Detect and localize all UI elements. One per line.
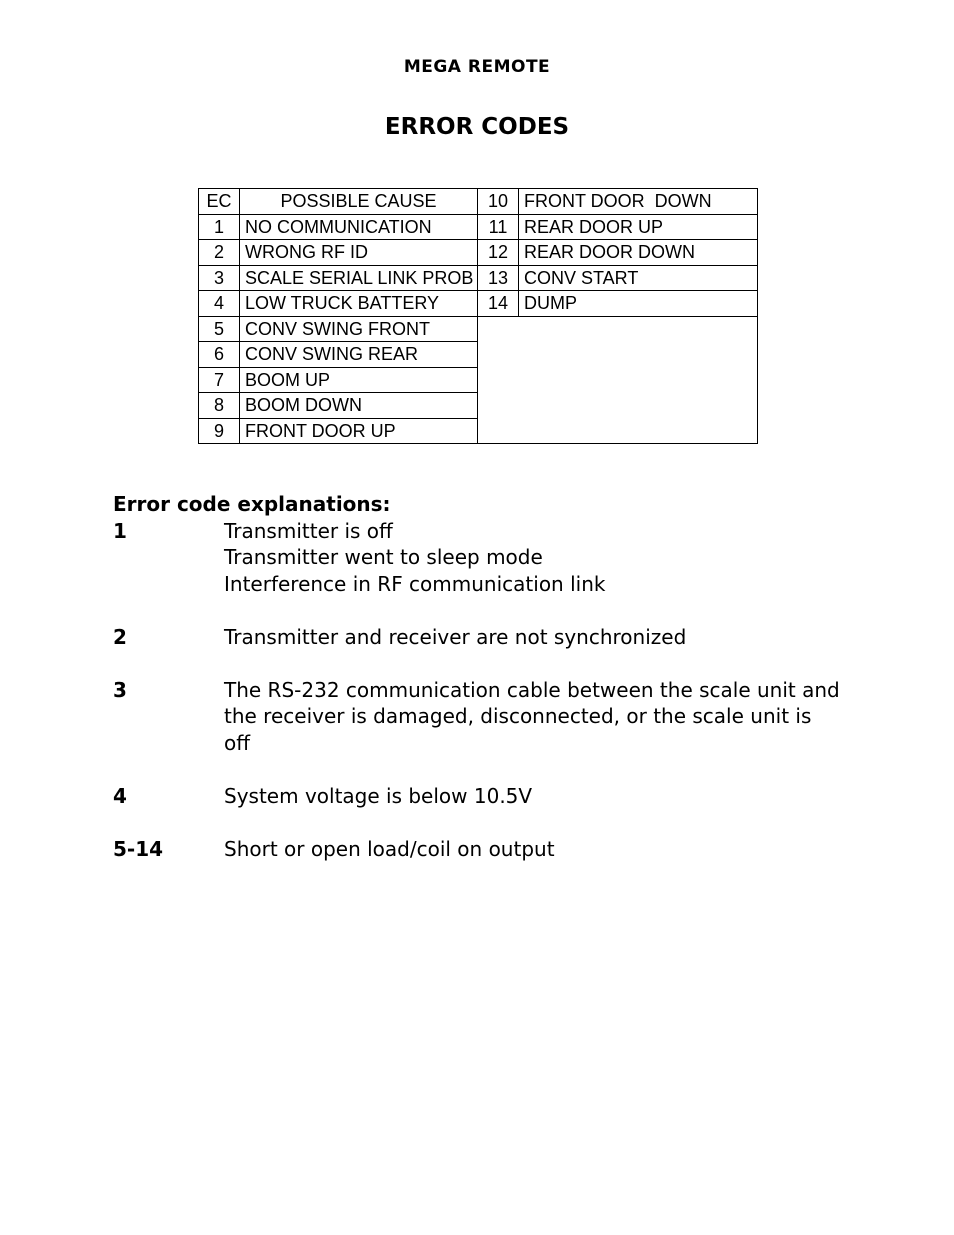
table-cell-cause: FRONT DOOR UP: [240, 418, 478, 444]
table-cell-code: 2: [199, 240, 240, 266]
explanation-text: [224, 677, 913, 757]
document-header: MEGA REMOTE: [403, 57, 551, 77]
table-cell-cause: DUMP: [519, 291, 758, 317]
explanation-line: Transmitter went to sleep mode: [224, 545, 543, 569]
explanation-line: The RS-232 communication cable between the scale unit and: [224, 677, 840, 702]
empty-table-area: [478, 316, 758, 444]
table-cell-cause: WRONG RF ID: [240, 240, 478, 266]
error-codes-table: [198, 188, 758, 444]
table-cell-cause: REAR DOOR UP: [519, 214, 758, 240]
explanation-line: the receiver is damaged, disconnected, or the scale unit is: [224, 704, 812, 728]
table-cell-code: 3: [199, 265, 240, 291]
table-cell-code: 7: [199, 367, 240, 393]
table-row: [199, 291, 758, 317]
explanation-line: off: [224, 730, 251, 755]
explanation-entry: [113, 836, 913, 863]
table-cell-cause: LOW TRUCK BATTERY: [240, 291, 478, 317]
table-row: [199, 240, 758, 266]
table-cell-code: 1: [199, 214, 240, 240]
table-cell-code: 11: [478, 214, 519, 240]
table-cell-code: 4: [199, 291, 240, 317]
table-cell-cause: SCALE SERIAL LINK PROB: [240, 265, 478, 291]
table-cell-code: 5: [199, 316, 240, 342]
table-cell-cause: CONV SWING REAR: [240, 342, 478, 368]
table-cell-code: 12: [478, 240, 519, 266]
explanation-code: 1: [113, 518, 127, 543]
table-row: [199, 214, 758, 240]
table-cell-cause: BOOM DOWN: [240, 393, 478, 419]
table-cell-cause: REAR DOOR DOWN: [519, 240, 758, 266]
explanations-heading: Error code explanations:: [113, 492, 391, 516]
explanation-line: Interference in RF communication link: [224, 571, 606, 596]
table-cell-code: 6: [199, 342, 240, 368]
explanation-text: [224, 783, 913, 810]
table-cell-cause: FRONT DOOR DOWN: [519, 189, 758, 215]
explanation-line: Transmitter and receiver are not synchronized: [224, 624, 687, 649]
error-explanations: [113, 491, 913, 889]
table-header-row: [199, 189, 758, 215]
explanation-entry: [113, 677, 913, 757]
table-cell-code: 8: [199, 393, 240, 419]
explanation-entry: [113, 624, 913, 651]
explanation-line: System voltage is below 10.5V: [224, 783, 533, 808]
explanation-entry: [113, 518, 913, 598]
table-cell-code: 13: [478, 265, 519, 291]
explanation-entry: [113, 783, 913, 810]
explanation-text: [224, 624, 913, 651]
explanation-text: [224, 836, 913, 863]
table-row: [199, 316, 758, 342]
column-header-ec: EC: [199, 189, 240, 215]
explanation-code: 5-14: [113, 836, 164, 861]
column-header-cause: POSSIBLE CAUSE: [240, 189, 478, 215]
explanation-line: Transmitter is off: [224, 518, 393, 543]
table-cell-code: 14: [478, 291, 519, 317]
explanation-code: 4: [113, 783, 127, 808]
table-cell-cause: NO COMMUNICATION: [240, 214, 478, 240]
table-cell-cause: BOOM UP: [240, 367, 478, 393]
table-cell-cause: CONV START: [519, 265, 758, 291]
page-title: ERROR CODES: [384, 114, 570, 140]
table-row: [199, 265, 758, 291]
explanation-line: Short or open load/coil on output: [224, 836, 555, 861]
table-cell-code: 9: [199, 418, 240, 444]
table-cell-cause: CONV SWING FRONT: [240, 316, 478, 342]
explanation-text: [224, 518, 913, 598]
table-cell-code: 10: [478, 189, 519, 215]
explanation-code: 3: [113, 677, 127, 702]
explanation-code: 2: [113, 624, 127, 649]
